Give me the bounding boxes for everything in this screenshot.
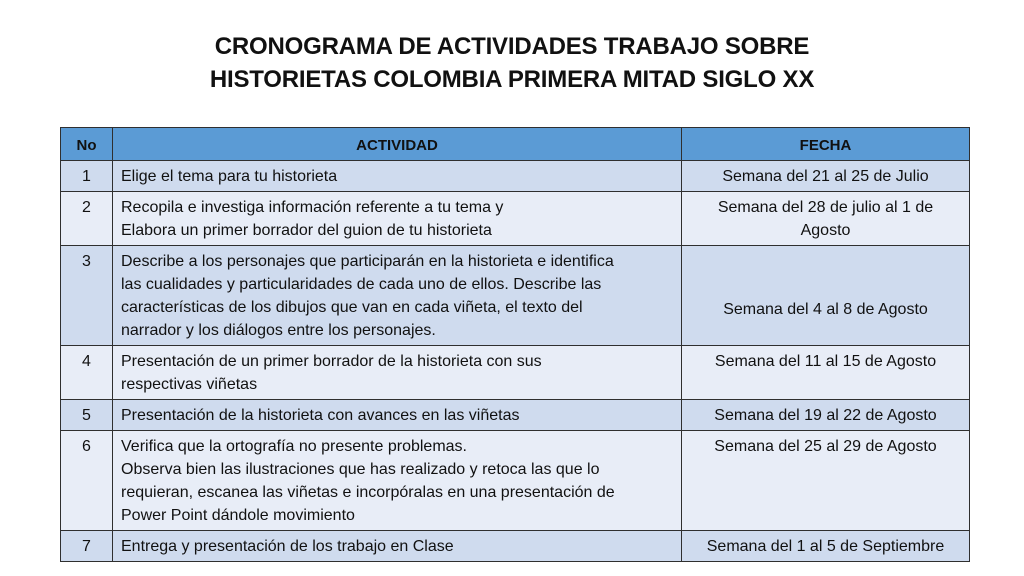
- date-line: Semana del 11 al 15 de Agosto: [714, 353, 937, 370]
- date-line: Semana del 28 de julio al 1 de: [717, 199, 934, 216]
- row-number: 1: [61, 161, 113, 192]
- activity-line: características de los dibujos que van en cada viñeta, el texto del: [121, 299, 583, 316]
- activity-line: requieran, escanea las viñetas e incorpóralas en una presentación de: [121, 484, 615, 501]
- activity-cell: [113, 246, 682, 346]
- activity-line: narrador y los diálogos entre los personajes.: [121, 322, 436, 339]
- activity-line: Elige el tema para tu historieta: [121, 168, 338, 185]
- table-row: [61, 400, 970, 431]
- activity-line: Observa bien las ilustraciones que has realizado y retoca las que lo: [121, 461, 600, 478]
- table-row: [61, 431, 970, 531]
- table-row: [61, 161, 970, 192]
- activity-line: las cualidades y particularidades de cada uno de ellos. Describe las: [121, 276, 602, 293]
- table-row: [61, 531, 970, 562]
- header-date: FECHA: [682, 128, 970, 161]
- activity-line: Recopila e investiga información referente a tu tema y: [121, 199, 504, 216]
- activity-cell: [113, 192, 682, 246]
- activity-line: respectivas viñetas: [121, 376, 258, 393]
- date-line: Semana del 4 al 8 de Agosto: [723, 301, 928, 318]
- table-row: [61, 346, 970, 400]
- activity-line: Elabora un primer borrador del guion de tu historieta: [121, 222, 492, 239]
- date-cell: [682, 531, 970, 562]
- row-number: 2: [61, 192, 113, 246]
- header-activity: ACTIVIDAD: [113, 128, 682, 161]
- table-header-row: [61, 128, 970, 161]
- activity-line: Presentación de un primer borrador de la historieta con sus: [121, 353, 542, 370]
- table-row: [61, 246, 970, 346]
- date-line: Semana del 25 al 29 de Agosto: [714, 438, 937, 455]
- date-line: Agosto: [800, 222, 851, 239]
- date-line: Semana del 19 al 22 de Agosto: [714, 407, 937, 424]
- date-line: Semana del 21 al 25 de Julio: [722, 168, 929, 185]
- row-number: 4: [61, 346, 113, 400]
- activity-line: Presentación de la historieta con avances en las viñetas: [121, 407, 520, 424]
- table-row: [61, 192, 970, 246]
- date-cell: [682, 161, 970, 192]
- activity-line: Describe a los personajes que participarán en la historieta e identifica: [121, 253, 614, 270]
- activity-schedule-table: [60, 127, 970, 562]
- row-number: 6: [61, 431, 113, 531]
- activity-cell: [113, 531, 682, 562]
- activity-cell: [113, 346, 682, 400]
- date-cell: [682, 192, 970, 246]
- title-line-1: CRONOGRAMA DE ACTIVIDADES TRABAJO SOBRE: [214, 33, 810, 60]
- activity-cell: [113, 161, 682, 192]
- header-no: No: [61, 128, 113, 161]
- date-cell: [682, 431, 970, 531]
- row-number: 7: [61, 531, 113, 562]
- activity-line: Verifica que la ortografía no presente problemas.: [121, 438, 467, 455]
- page-title: [0, 30, 1024, 96]
- activity-line: Entrega y presentación de los trabajo en Clase: [121, 538, 454, 555]
- row-number: 3: [61, 246, 113, 346]
- activity-line: Power Point dándole movimiento: [121, 507, 355, 524]
- date-cell: [682, 346, 970, 400]
- activity-cell: [113, 431, 682, 531]
- activity-cell: [113, 400, 682, 431]
- title-line-2: HISTORIETAS COLOMBIA PRIMERA MITAD SIGLO XX: [209, 66, 815, 93]
- row-number: 5: [61, 400, 113, 431]
- date-cell: [682, 246, 970, 346]
- date-line: Semana del 1 al 5 de Septiembre: [706, 538, 945, 555]
- date-cell: [682, 400, 970, 431]
